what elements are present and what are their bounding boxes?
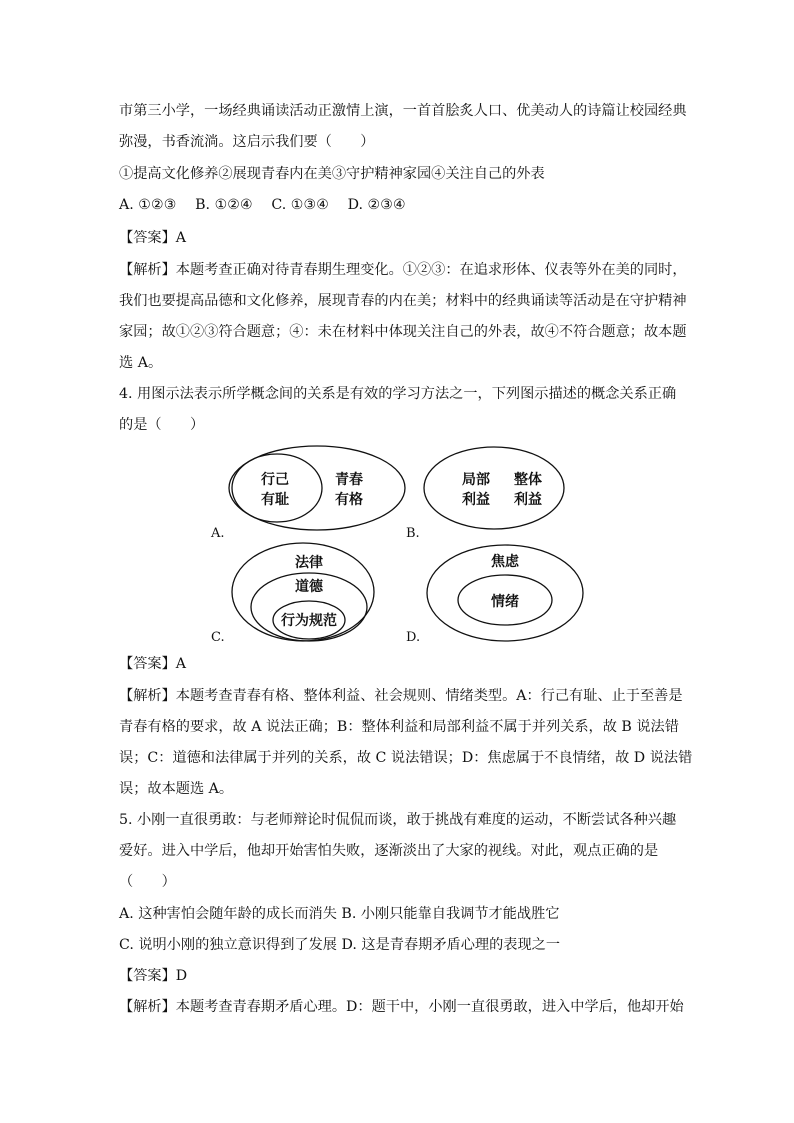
diagram-b-right-text2: 利益 — [514, 492, 542, 508]
diagram-b-label: B. — [406, 526, 420, 541]
diagram-d-outer-text: 焦虑 — [491, 554, 519, 570]
q5-analysis-line1: 【解析】本题考查青春期矛盾心理。D：题干中，小刚一直很勇敢，进入中学后，他却开始 — [119, 999, 684, 1015]
q4-analysis-line4: 误；故本题选 A。 — [119, 781, 234, 797]
q5-stem-line3: （ ） — [119, 874, 176, 890]
q3-analysis-line4: 选 A。 — [119, 355, 163, 371]
q3-analysis-line1: 【解析】本题考查正确对待青春期生理变化。①②③：在追求形体、仪表等外在美的同时， — [119, 262, 687, 278]
diagram-a — [229, 446, 405, 530]
diagram-c-inner-text: 行为规范 — [281, 613, 337, 629]
q4-stem-line2: 的是（ ） — [119, 417, 205, 433]
diagram-b — [424, 447, 564, 529]
diagram-a-outer-text1: 青春 — [335, 472, 363, 488]
diagram-a-outer-text2: 有格 — [335, 492, 363, 508]
diagram-d-inner-text: 情绪 — [491, 594, 519, 610]
q3-analysis-line2: 我们也要提高品德和文化修养，展现青春的内在美；材料中的经典诵读等活动是在守护精神 — [119, 293, 687, 309]
diagram-c-middle-text: 道德 — [295, 579, 323, 595]
diagram-c-outer-text: 法律 — [295, 555, 323, 571]
diagram-a-inner-ellipse — [232, 454, 322, 522]
q3-stem-line1: 市第三小学，一场经典诵读活动正激情上演，一首首脍炙人口、优美动人的诗篇让校园经典 — [119, 103, 687, 119]
q4-analysis-line3: 误；C：道德和法律属于并列的关系，故 C 说法错误；D：焦虑属于不良情绪，故 D 说法错 — [119, 750, 693, 766]
diagram-a-inner-text1: 行己 — [261, 472, 289, 488]
q4-answer: 【答案】A — [119, 656, 186, 672]
q3-stem-line2: 弥漫，书香流淌。这启示我们要（ ） — [119, 134, 375, 150]
q4-analysis-line1: 【解析】本题考查青春有格、整体利益、社会规则、情绪类型。A：行己有耻、止于至善是 — [119, 688, 683, 704]
q5-stem-line2: 爱好。进入中学后，他却开始害怕失败，逐渐淡出了大家的视线。对此，观点正确的是 — [119, 843, 659, 859]
diagram-b-ellipse — [424, 447, 564, 529]
diagram-b-left-text1: 局部 — [462, 472, 490, 488]
diagram-a-inner-text2: 有耻 — [261, 492, 289, 508]
q4-stem-line1: 4. 用图示法表示所学概念间的关系是有效的学习方法之一，下列图示描述的概念关系正确 — [119, 386, 677, 402]
diagram-d — [427, 545, 583, 641]
q5-options-cd: C. 说明小刚的独立意识得到了发展 D. 这是青春期矛盾心理的表现之一 — [119, 937, 561, 953]
diagram-b-left-text2: 利益 — [462, 492, 490, 508]
q3-answer: 【答案】A — [119, 230, 186, 246]
q5-options-ab: A. 这种害怕会随年龄的成长而消失 B. 小刚只能靠自我调节才能战胜它 — [119, 906, 560, 922]
diagram-b-right-text1: 整体 — [514, 472, 542, 488]
q5-answer: 【答案】D — [119, 968, 188, 984]
q3-items: ①提高文化修养②展现青春内在美③守护精神家园④关注自己的外表 — [119, 166, 545, 182]
diagram-a-label: A. — [211, 526, 225, 541]
q5-stem-line1: 5. 小刚一直很勇敢：与老师辩论时侃侃而谈，敢于挑战有难度的运动，不断尝试各种兴趣 — [119, 812, 677, 828]
q3-options: A. ①②③ B. ①②④ C. ①③④ D. ②③④ — [119, 197, 406, 213]
diagram-d-label: D. — [406, 630, 421, 645]
q4-analysis-line2: 青春有格的要求，故 A 说法正确；B：整体利益和局部利益不属于并列关系，故 B 说法错 — [119, 719, 679, 735]
diagram-c — [232, 543, 374, 641]
diagram-c-label: C. — [211, 630, 225, 645]
q3-analysis-line3: 家园；故①②③符合题意；④：未在材料中体现关注自己的外表，故④不符合题意；故本题 — [119, 324, 687, 340]
